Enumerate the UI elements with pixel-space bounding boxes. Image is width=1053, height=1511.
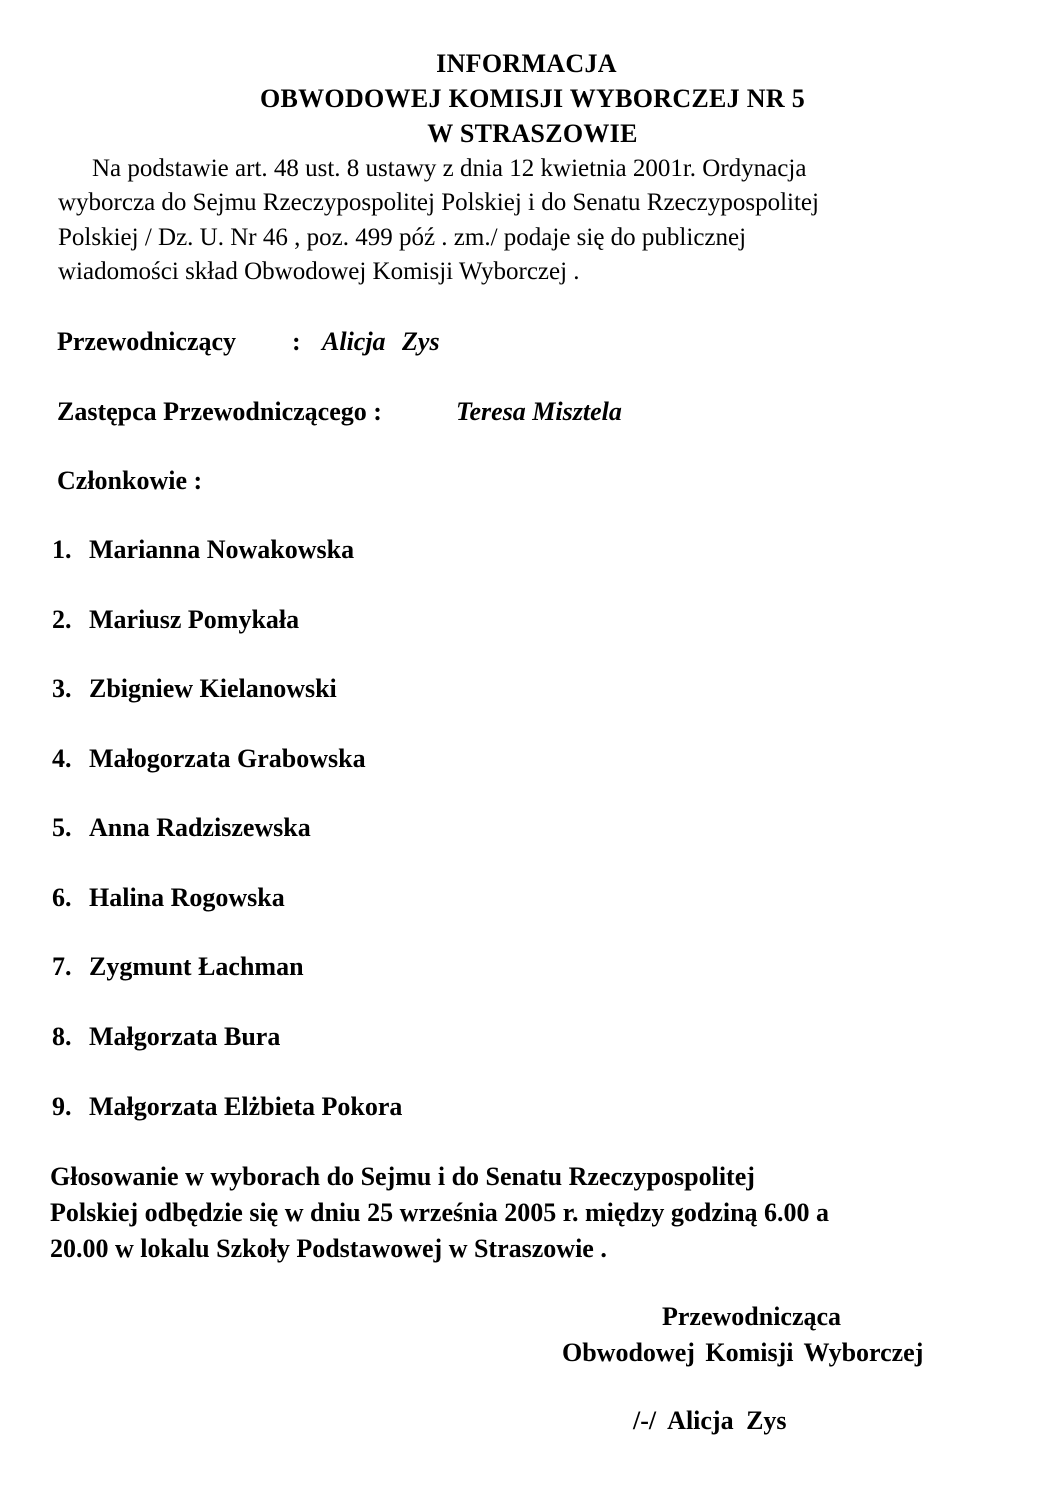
member-name: Marianna Nowakowska <box>89 535 355 564</box>
voting-notice-line-1: Głosowanie w wyborach do Sejmu i do Senatu Rzeczypospolitej <box>50 1162 755 1191</box>
members-heading: Członkowie : <box>57 466 203 495</box>
signature-body: Obwodowej Komisji Wyborczej <box>562 1338 924 1367</box>
member-name: Małgorzata Bura <box>89 1022 281 1051</box>
intro-line-3: Polskiej / Dz. U. Nr 46 , poz. 499 póź . zm./ podaje się do publicznej <box>58 224 747 251</box>
member-name: Mariusz Pomykała <box>89 605 300 634</box>
intro-line-2: wyborcza do Sejmu Rzeczypospolitej Polskiej i do Senatu Rzeczypospolitej <box>58 189 819 216</box>
document-title: INFORMACJA <box>436 49 617 78</box>
member-name: Anna Radziszewska <box>89 813 311 842</box>
voting-notice-line-2: Polskiej odbędzie się w dniu 25 września 2005 r. między godziną 6.00 a <box>50 1198 830 1227</box>
list-item <box>52 950 304 984</box>
list-item <box>52 533 354 567</box>
intro-line-4: wiadomości skład Obwodowej Komisji Wyborczej . <box>58 258 580 285</box>
member-name: Zbigniew Kielanowski <box>89 674 337 703</box>
commission-name: OBWODOWEJ KOMISJI WYBORCZEJ NR 5 <box>259 84 806 113</box>
member-number: 9. <box>52 1092 72 1121</box>
deputy-name: Teresa Misztela <box>456 397 622 426</box>
list-item <box>52 811 311 845</box>
member-number: 4. <box>52 744 72 773</box>
deputy-label: Zastępca Przewodniczącego : <box>57 397 382 426</box>
member-number: 2. <box>52 605 72 634</box>
member-number: 5. <box>52 813 72 842</box>
chair-name: Alicja Zys <box>322 327 440 356</box>
list-item <box>52 1020 280 1054</box>
chair-colon: : <box>292 327 301 356</box>
list-item <box>52 1090 402 1124</box>
member-number: 6. <box>52 883 72 912</box>
member-number: 8. <box>52 1022 72 1051</box>
member-name: Halina Rogowska <box>89 883 285 912</box>
list-item <box>52 603 299 637</box>
member-number: 3. <box>52 674 72 703</box>
chair-label: Przewodniczący <box>57 327 237 356</box>
signature-name: /-/ Alicja Zys <box>633 1406 787 1435</box>
member-name: Małgorzata Elżbieta Pokora <box>89 1092 403 1121</box>
member-name: Małogorzata Grabowska <box>89 744 366 773</box>
commission-location: W STRASZOWIE <box>427 119 638 148</box>
voting-notice-line-3: 20.00 w lokalu Szkoły Podstawowej w Straszowie . <box>50 1234 607 1263</box>
list-item <box>52 881 285 915</box>
member-name: Zygmunt Łachman <box>89 952 304 981</box>
intro-line-1: Na podstawie art. 48 ust. 8 ustawy z dnia 12 kwietnia 2001r. Ordynacja <box>92 155 807 182</box>
member-number: 1. <box>52 535 72 564</box>
list-item <box>52 672 337 706</box>
list-item <box>52 742 366 776</box>
member-number: 7. <box>52 952 72 981</box>
signature-title: Przewodnicząca <box>662 1302 842 1331</box>
